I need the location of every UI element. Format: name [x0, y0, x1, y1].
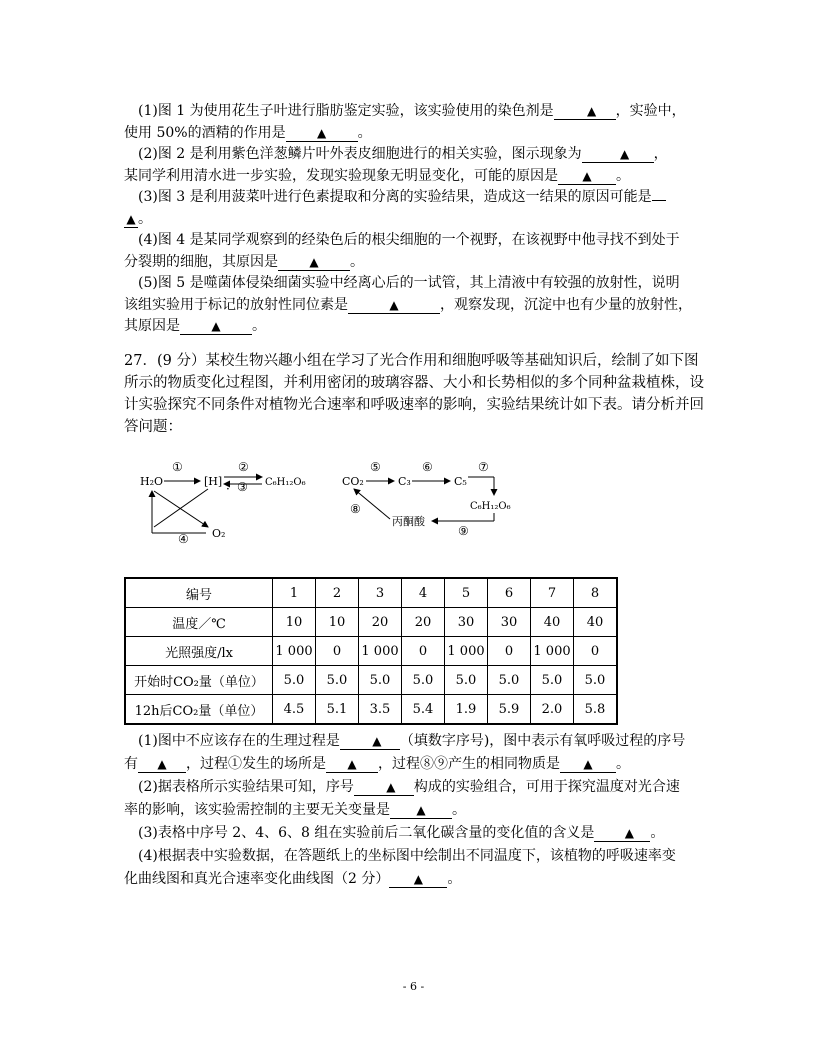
- q26-part2-cont: 某同学利用清水进一步实验，发现实验现象无明显变化，可能的原因是 ▲ 。: [124, 167, 630, 184]
- table-cell: 1 000: [359, 637, 402, 666]
- table-cell: 4.5: [273, 695, 316, 725]
- q27-intro: 27．(9 分）某校生物兴趣小组在学习了光合作用和细胞呼吸等基础知识后，绘制了如下图 所示的物质变化过程图，并利用密闭的玻璃容器、大小和长势相似的多个同种盆栽植株，设 计实验探究不同条件对植物光合速率和呼吸速率的影响，实验结果统计如下表。请分析并回 答问题：: [124, 353, 704, 435]
- q26-part5: (5)图 5 是噬菌体侵染细菌实验中经离心后的一试管，其上清液中有较强的放射性，说明: [138, 275, 680, 291]
- glucose-right-label: C₆H₁₂O₆: [470, 501, 511, 512]
- table-cell: 40: [531, 608, 574, 637]
- table-cell: 0: [574, 637, 618, 666]
- table-cell: 20: [359, 608, 402, 637]
- table-row: [125, 695, 617, 725]
- table-cell: 5.0: [574, 666, 618, 695]
- table-cell: 1.9: [445, 695, 488, 725]
- answer-blank[interactable]: ▲: [286, 126, 358, 142]
- page-number: - 6 -: [402, 980, 425, 993]
- table-row: [125, 666, 617, 695]
- q27-part3: (3)表格中序号 2、4、6、8 组在实验前后二氧化碳含量的变化值的含义是 ▲ 。: [138, 825, 665, 841]
- num-6: ⑥: [422, 460, 433, 474]
- table-cell: 0: [488, 637, 531, 666]
- table-cell: 1 000: [273, 637, 316, 666]
- q26-part1-cont: 使用 50%的酒精的作用是 ▲ 。: [124, 124, 372, 141]
- table-cell: 3.5: [359, 695, 402, 725]
- row-label: 光照强度/lx: [125, 637, 273, 666]
- table-cell: 1 000: [445, 637, 488, 666]
- answer-blank[interactable]: ▲: [124, 212, 138, 228]
- table-cell: 5: [445, 578, 488, 608]
- q27-part2: (2)据表格所示实验结果可知，序号 ▲ 构成的实验组合，可用于探究温度对光合速: [138, 779, 680, 795]
- num-1: ①: [172, 460, 183, 474]
- q26-part3: (3)图 3 是利用菠菜叶进行色素提取和分离的实验结果，造成这一结果的原因可能是: [124, 187, 709, 209]
- num-5: ⑤: [370, 460, 381, 474]
- o2-label: O₂: [212, 527, 226, 540]
- q26-part4-cont: 分裂期的细胞，其原因是 ▲ 。: [124, 253, 364, 270]
- row-label: 温度／℃: [125, 608, 273, 637]
- q26-block: [124, 101, 709, 338]
- answer-blank[interactable]: ▲: [390, 803, 452, 819]
- answer-blank[interactable]: ▲: [389, 872, 447, 888]
- table-cell: 0: [316, 637, 359, 666]
- table-cell: 30: [488, 608, 531, 637]
- table-cell: 4: [402, 578, 445, 608]
- q27-part2-cont: 率的影响，该实验需控制的主要无关变量是 ▲ 。: [124, 802, 466, 818]
- glucose-left-label: C₆H₁₂O₆: [265, 477, 306, 488]
- table-row: [125, 637, 617, 666]
- answer-blank[interactable]: ▲: [180, 319, 252, 335]
- answer-blank[interactable]: ▲: [558, 169, 616, 185]
- table-cell: 5.9: [488, 695, 531, 725]
- table-cell: 5.0: [531, 666, 574, 695]
- num-3: ③: [237, 480, 248, 494]
- q26-part2: (2)图 2 是利用紫色洋葱鳞片叶外表皮细胞进行的相关实验，图示现象为 ▲ ，: [138, 146, 668, 162]
- q26-part5-cont: 该组实验用于标记的放射性同位素是 ▲ ，观察发现，沉淀中也有少量的放射性，: [124, 296, 692, 313]
- answer-blank[interactable]: ▲: [138, 757, 186, 773]
- co2-label: CO₂: [342, 475, 364, 488]
- table-cell: 8: [574, 578, 618, 608]
- table-cell: 1: [273, 578, 316, 608]
- h2o-label: H₂O: [140, 475, 164, 488]
- row-label: 12h后CO₂量（单位）: [125, 695, 273, 725]
- table-row: [125, 578, 617, 608]
- table-cell: 7: [531, 578, 574, 608]
- process-diagram: [140, 455, 540, 545]
- table-cell: 0: [402, 637, 445, 666]
- table-cell: 6: [488, 578, 531, 608]
- table-cell: 3: [359, 578, 402, 608]
- table-cell: 5.0: [359, 666, 402, 695]
- q27-part1-cont: 有 ▲ ，过程①发生的场所是 ▲ ，过程⑧⑨产生的相同物质是 ▲ 。: [124, 756, 630, 772]
- table-cell: 10: [273, 608, 316, 637]
- c3-label: C₃: [398, 475, 411, 488]
- q27-part4-cont: 化曲线图和真光合速率变化曲线图（2 分） ▲ 。: [124, 871, 462, 887]
- answer-blank[interactable]: ▲: [348, 298, 440, 314]
- table-cell: 10: [316, 608, 359, 637]
- experiment-table: [124, 577, 618, 725]
- table-cell: 5.0: [316, 666, 359, 695]
- answer-blank[interactable]: ▲: [278, 255, 350, 271]
- answer-blank[interactable]: ▲: [582, 147, 654, 163]
- table-cell: 5.4: [402, 695, 445, 725]
- row-label: 编号: [125, 578, 273, 608]
- pyruvate-label: 丙酮酸: [392, 515, 425, 528]
- table-cell: 5.0: [445, 666, 488, 695]
- q27-part4: (4)根据表中实验数据，在答题纸上的坐标图中绘制出不同温度下，该植物的呼吸速率变: [138, 848, 676, 864]
- table-cell: 5.1: [316, 695, 359, 725]
- table-row: [125, 608, 617, 637]
- table-cell: 40: [574, 608, 618, 637]
- answer-blank[interactable]: ▲: [354, 780, 414, 796]
- table-cell: 5.0: [273, 666, 316, 695]
- table-cell: 5.0: [402, 666, 445, 695]
- q27-subquestions: [124, 730, 709, 891]
- answer-blank[interactable]: ▲: [560, 757, 616, 773]
- table-cell: 20: [402, 608, 445, 637]
- answer-blank[interactable]: [652, 200, 666, 201]
- table-cell: 5.8: [574, 695, 618, 725]
- dot-mark: ·: [226, 482, 230, 496]
- q27-part1: (1)图中不应该存在的生理过程是 ▲ （填数字序号)，图中表示有氧呼吸过程的序号: [138, 733, 686, 749]
- num-7: ⑦: [478, 460, 489, 474]
- answer-blank[interactable]: ▲: [340, 734, 400, 750]
- answer-blank[interactable]: ▲: [554, 104, 616, 120]
- table-cell: 30: [445, 608, 488, 637]
- row-label: 开始时CO₂量（单位）: [125, 666, 273, 695]
- q26-part3-cont: ▲ 。: [124, 209, 709, 231]
- num-8: ⑧: [350, 502, 361, 516]
- table-cell: 2: [316, 578, 359, 608]
- table-cell: 2.0: [531, 695, 574, 725]
- answer-blank[interactable]: ▲: [594, 826, 650, 842]
- answer-blank[interactable]: ▲: [326, 757, 378, 773]
- q26-part4: (4)图 4 是某同学观察到的经染色后的根尖细胞的一个视野，在该视野中他寻找不到处于: [138, 232, 680, 248]
- h-label: [H]: [204, 475, 223, 488]
- num-9: ⑨: [458, 524, 469, 538]
- q26-part5-cont2: 其原因是 ▲ 。: [124, 318, 266, 334]
- num-2: ②: [238, 460, 249, 474]
- table-cell: 5.0: [488, 666, 531, 695]
- table-cell: 1 000: [531, 637, 574, 666]
- num-4: ④: [178, 532, 189, 545]
- c5-label: C₅: [454, 475, 467, 488]
- q26-part1: (1)图 1 为使用花生子叶进行脂肪鉴定实验，该实验使用的染色剂是 ▲ ，实验中，: [138, 103, 686, 119]
